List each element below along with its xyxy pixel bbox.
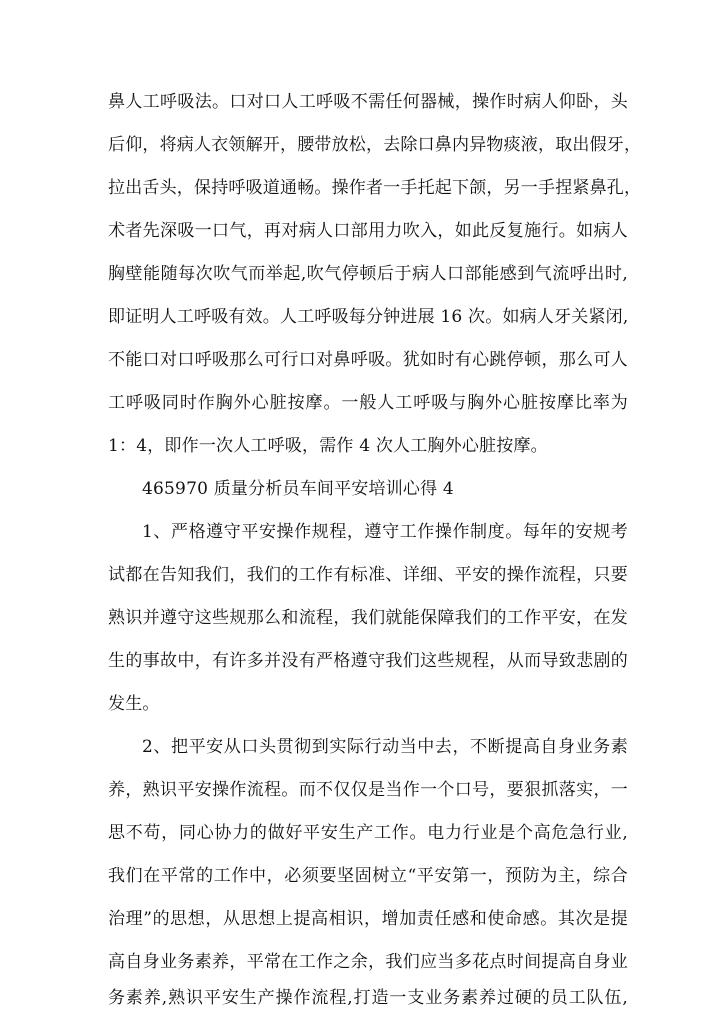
- text-line-8: 工呼吸同时作胸外心脏按摩。一般人工呼吸与胸外心脏按摩比率为: [108, 393, 628, 413]
- text-line-16: 养，熟识平安操作流程。而不仅仅是当作一个口号，要狠抓落实，一: [108, 780, 628, 800]
- text-line-13: 生的事故中，有许多并没有严格遵守我们这些规程，从而导致悲剧的: [108, 651, 628, 671]
- text-line-11: 试都在告知我们，我们的工作有标准、详细、平安的操作流程，只要: [108, 565, 628, 585]
- text-line-6: 即证明人工呼吸有效。人工呼吸每分钟进展 16 次。如病人牙关紧闭,: [108, 307, 629, 327]
- text-line-9: 1：4，即作一次人工呼吸，需作 4 次人工胸外心脏按摩。: [108, 436, 548, 456]
- text-line-7: 不能口对口呼吸那么可行口对鼻呼吸。犹如时有心跳停顿，那么可人: [108, 350, 628, 370]
- text-line-10: 1、严格遵守平安操作规程，遵守工作操作制度。每年的安规考: [142, 522, 628, 542]
- text-line-2: 后仰，将病人衣领解开，腰带放松，去除口鼻内异物痰液，取出假牙，: [108, 135, 642, 155]
- text-line-19: 治理”的思想，从思想上提高相识，增加责任感和使命感。其次是提: [108, 909, 628, 929]
- text-line-4: 术者先深吸一口气，再对病人口部用力吹入，如此反复施行。如病人: [108, 221, 628, 241]
- section-heading: 465970 质量分析员车间平安培训心得 4: [142, 479, 454, 499]
- text-line-20: 高自身业务素养，平常在工作之余，我们应当多花点时间提高自身业: [108, 952, 628, 972]
- text-line-12: 熟识并遵守这些规那么和流程，我们就能保障我们的工作平安，在发: [108, 608, 628, 628]
- text-line-14: 发生。: [108, 694, 160, 714]
- text-line-17: 思不苟，同心协力的做好平安生产工作。电力行业是个高危急行业,: [108, 823, 628, 843]
- text-line-21: 务素养,熟识平安生产操作流程,打造一支业务素养过硬的员工队伍,: [108, 988, 628, 1008]
- text-line-15: 2、把平安从口头贯彻到实际行动当中去，不断提高自身业务素: [142, 737, 628, 757]
- text-line-5: 胸壁能随每次吹气而举起,吹气停顿后于病人口部能感到气流呼出时,: [108, 264, 628, 284]
- text-line-18: 我们在平常的工作中，必须要坚固树立“平安第一，预防为主，综合: [108, 866, 628, 886]
- text-line-1: 鼻人工呼吸法。口对口人工呼吸不需任何器械，操作时病人仰卧，头: [108, 92, 628, 112]
- text-line-3: 拉出舌头，保持呼吸道通畅。操作者一手托起下颌，另一手捏紧鼻孔，: [108, 178, 642, 198]
